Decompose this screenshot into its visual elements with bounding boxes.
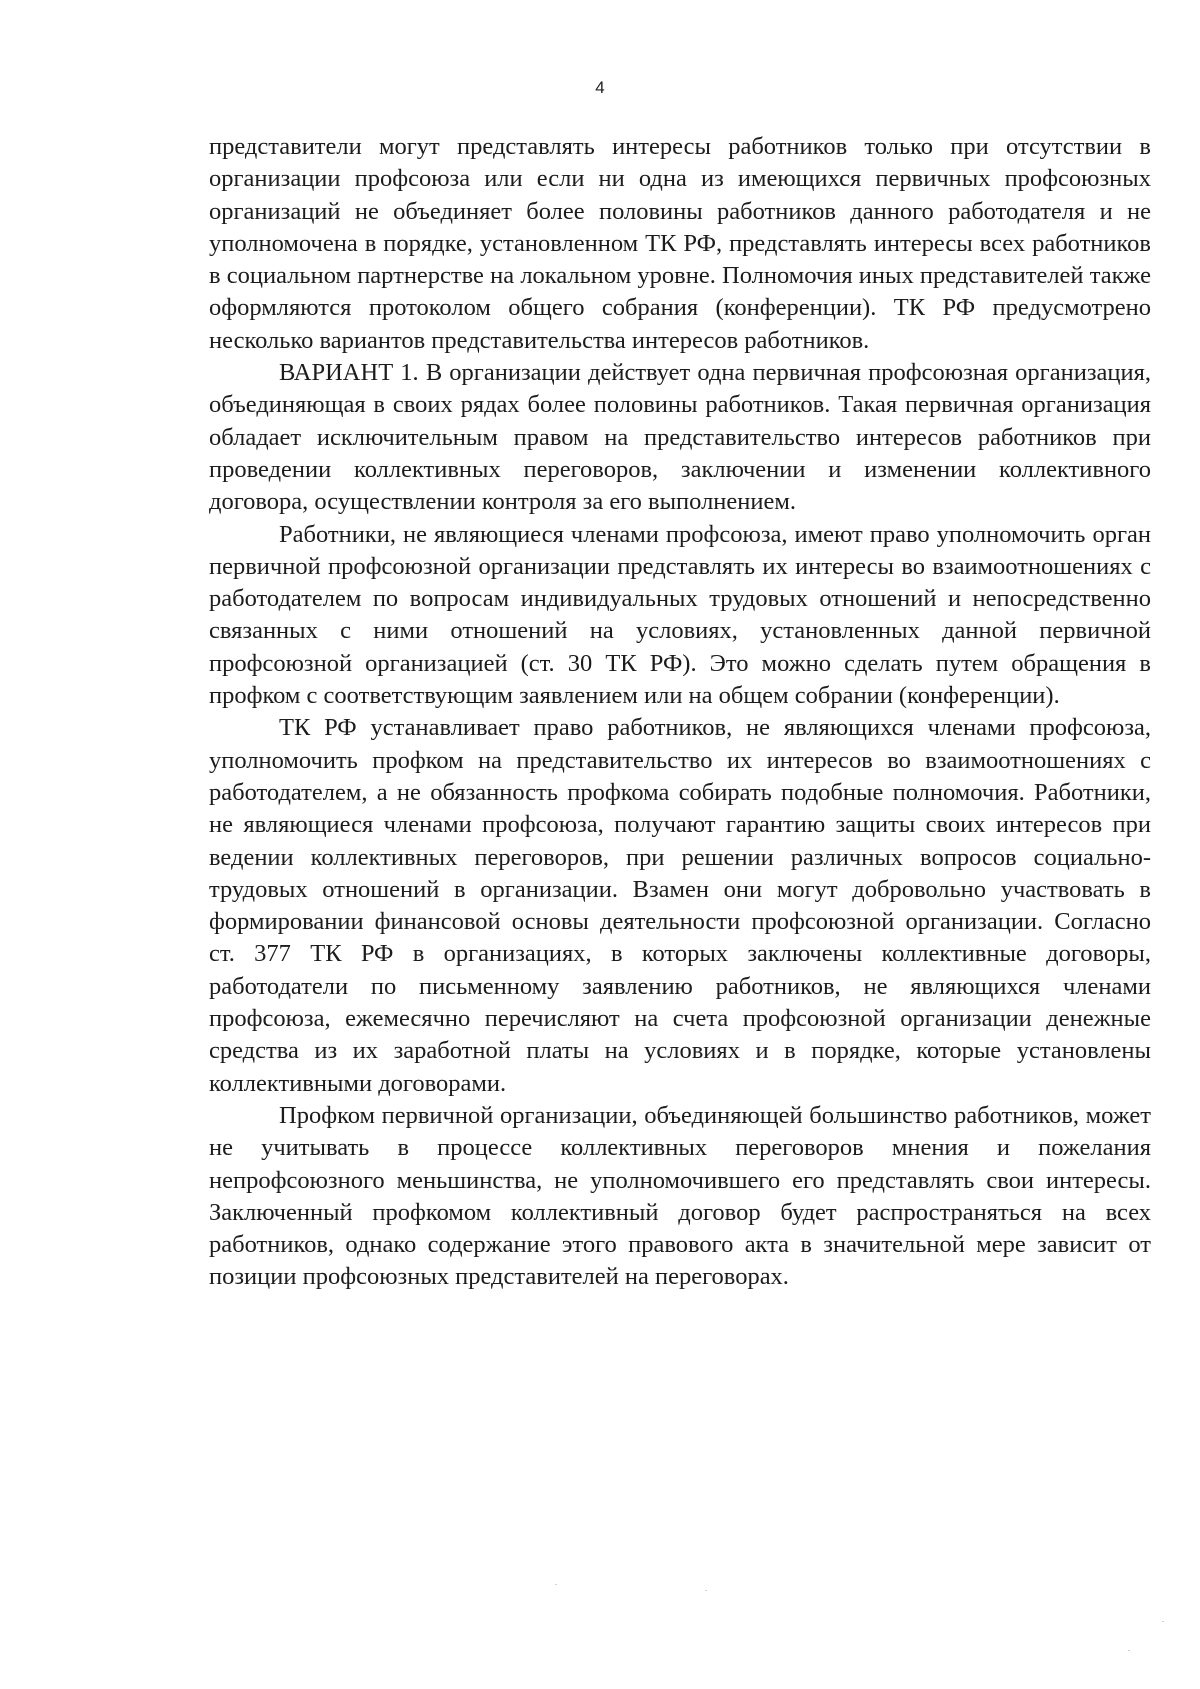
paragraph-4: ТК РФ устанавливает право работников, не являющихся членами профсоюза, уполномочить профком на представительство их интересов во взаимоотношениях с работодателем, а не обязанность профкома собирать подобные полномочия. Работники, не являющиеся членами профсоюза, получают гарантию защиты своих интересов при ведении коллективных переговоров, при решении различных вопросов социально-трудовых отношений в организации. Взамен они могут добровольно участвовать в формировании финансовой основы деятельности профсоюзной организации. Согласно ст. 377 ТК РФ в организациях, в которых заключены коллективные договоры, работодатели по письменному заявлению работников, не являющихся членами профсоюза, ежемесячно перечисляют на счета профсоюзной организации денежные средства из их заработной платы на условиях и в порядке, которые установлены коллективными договорами. bbox=[209, 714, 1151, 1097]
paragraph-2: ВАРИАНТ 1. В организации действует одна первичная профсоюзная организация, объединяющая в своих рядах более половины работников. Такая первичная организация обладает исключительным правом на представительство интересов работников при проведении коллективных переговоров, заключении и изменении коллективного договора, осуществлении контроля за его выполнением. bbox=[209, 359, 1151, 516]
paragraph-5: Профком первичной организации, объединяющей большинство работников, может не учитывать в процессе коллективных переговоров мнения и пожелания непрофсоюзного меньшинства, не уполномочившего его представлять свои интересы. Заключенный профкомом коллективный договор будет распространяться на всех работников, однако содержание этого правового акта в значительной мере зависит от позиции профсоюзных представителей на переговорах. bbox=[209, 1101, 1151, 1291]
scan-speck bbox=[1162, 1621, 1164, 1622]
scan-speck bbox=[555, 1584, 557, 1585]
scan-speck bbox=[1128, 1650, 1130, 1651]
scan-speck bbox=[705, 1590, 707, 1591]
paragraph-3: Работники, не являющиеся членами профсоюза, имеют право уполномочить орган первичной профсоюзной организации представлять их интересы во взаимоотношениях с работодателем по вопросам индивидуальных трудовых отношений и непосредственно связанных с ними отношений на условиях, установленных данной первичной профсоюзной организацией (ст. 30 ТК РФ). Это можно сделать путем обращения в профком с соответствующим заявлением или на общем собрании (конференции). bbox=[209, 520, 1151, 710]
page-number: 4 bbox=[595, 78, 605, 97]
body-text bbox=[209, 131, 1151, 1294]
paragraph-1: представители могут представлять интересы работников только при отсутствии в организации профсоюза или если ни одна из имеющихся первичных профсоюзных организаций не объединяет более половины работников данного работодателя и не уполномочена в порядке, установленном ТК РФ, представлять интересы всех работников в социальном партнерстве на локальном уровне. Полномочия иных представителей также оформляются протоколом общего собрания (конференции). ТК РФ предусмотрено несколько вариантов представительства интересов работников. bbox=[209, 133, 1151, 354]
